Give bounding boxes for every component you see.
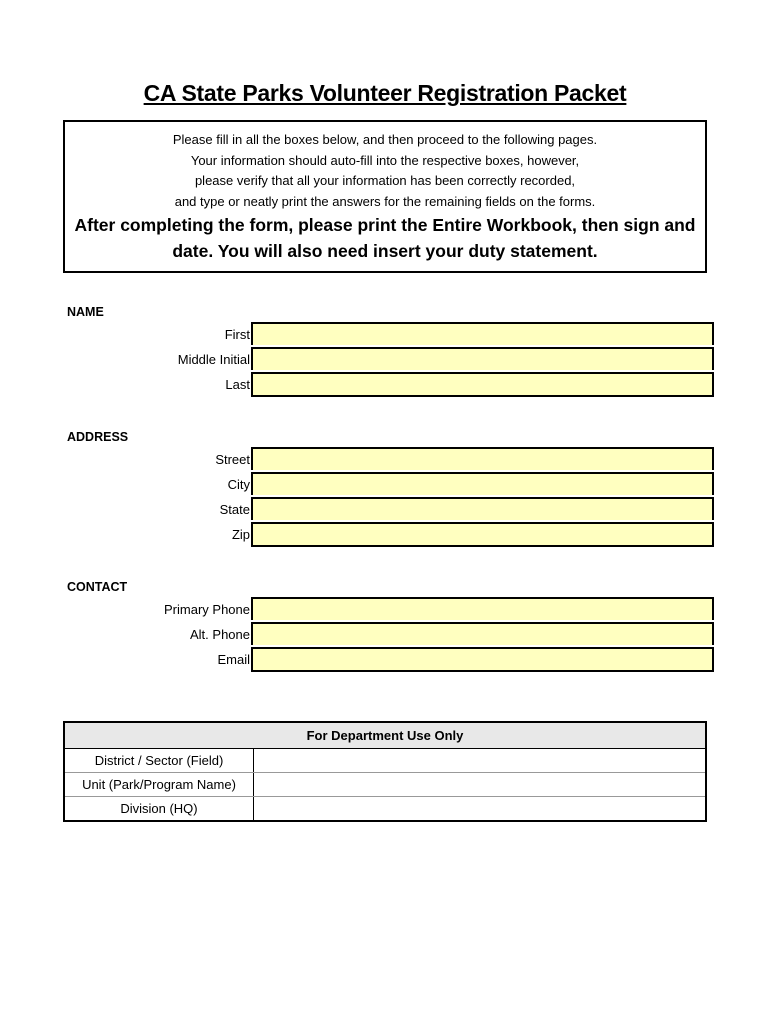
department-use-table — [63, 721, 707, 822]
division-label: Division (HQ) — [64, 797, 254, 822]
email-label: Email — [217, 652, 250, 667]
last-name-input[interactable] — [251, 372, 714, 397]
state-label: State — [219, 502, 250, 517]
alt-phone-input[interactable] — [251, 622, 714, 645]
street-input[interactable] — [251, 447, 714, 470]
first-name-row — [0, 322, 770, 347]
instruction-bold-line-1: After completing the form, please print the Entire Workbook, then sign and — [74, 215, 696, 235]
state-row — [0, 497, 770, 522]
instruction-line: Your information should auto-fill into the respective boxes, however, — [190, 152, 580, 168]
contact-section-label: CONTACT — [67, 580, 128, 594]
address-fields — [0, 447, 770, 547]
district-sector-label: District / Sector (Field) — [64, 749, 254, 773]
instruction-line: Please fill in all the boxes below, and then proceed to the following pages. — [172, 132, 598, 147]
department-header: For Department Use Only — [64, 722, 706, 749]
alt-phone-label: Alt. Phone — [190, 627, 250, 642]
zip-row — [0, 522, 770, 547]
middle-initial-row — [0, 347, 770, 372]
table-row — [64, 749, 706, 773]
instruction-bold-line-2: date. You will also need insert your duty statement. — [172, 241, 598, 261]
department-header-row — [64, 722, 706, 749]
first-name-input[interactable] — [251, 322, 714, 345]
zip-label: Zip — [231, 527, 250, 542]
division-cell[interactable] — [254, 797, 707, 822]
district-sector-cell[interactable] — [254, 749, 707, 773]
instructions-box — [63, 120, 707, 273]
city-label: City — [227, 477, 250, 492]
primary-phone-row — [0, 597, 770, 622]
name-section-label: NAME — [67, 305, 104, 319]
name-fields — [0, 322, 770, 397]
first-name-label: First — [224, 327, 250, 342]
table-row — [64, 797, 706, 822]
street-row — [0, 447, 770, 472]
zip-input[interactable] — [251, 522, 714, 547]
email-input[interactable] — [251, 647, 714, 672]
city-row — [0, 472, 770, 497]
middle-initial-label: Middle Initial — [177, 352, 250, 367]
alt-phone-row — [0, 622, 770, 647]
unit-cell[interactable] — [254, 773, 707, 797]
table-row — [64, 773, 706, 797]
email-row — [0, 647, 770, 672]
instruction-line: and type or neatly print the answers for the remaining fields on the forms. — [174, 193, 596, 209]
unit-label: Unit (Park/Program Name) — [64, 773, 254, 797]
page-title: CA State Parks Volunteer Registration Packet — [143, 80, 627, 106]
primary-phone-label: Primary Phone — [164, 602, 250, 617]
middle-initial-input[interactable] — [251, 347, 714, 370]
last-name-row — [0, 372, 770, 397]
state-input[interactable] — [251, 497, 714, 520]
primary-phone-input[interactable] — [251, 597, 714, 620]
street-label: Street — [215, 452, 250, 467]
instruction-line: please verify that all your information has been correctly recorded, — [194, 173, 576, 188]
city-input[interactable] — [251, 472, 714, 495]
last-name-label: Last — [225, 377, 250, 392]
contact-fields — [0, 597, 770, 672]
address-section-label: ADDRESS — [67, 430, 129, 444]
